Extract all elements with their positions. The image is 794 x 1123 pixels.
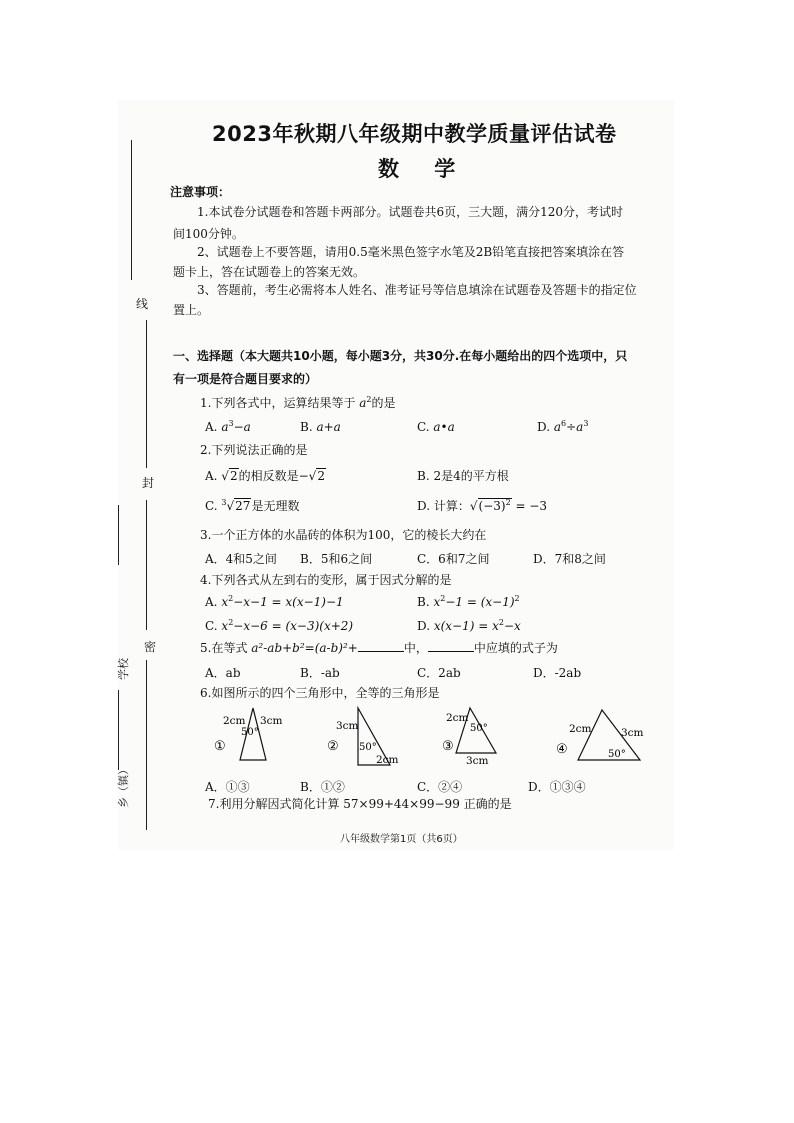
- question-4-option-a: A. $x^2-x-1 = x(x-1)-1$: [205, 594, 344, 609]
- answer-blank-2: [428, 641, 474, 652]
- notes-item-3-line-1: 3、答题前，考生必需将本人姓名、准考证号等信息填涂在试题卷及答题卡的指定位: [197, 283, 637, 297]
- question-6-option-b: B．①②: [300, 780, 345, 794]
- figure-2-number: ②: [327, 739, 339, 754]
- question-3-option-c: C．6和7之间: [417, 552, 490, 566]
- binding-label-mi: 密: [144, 640, 157, 654]
- figure-1-side-a: 2cm: [223, 715, 246, 727]
- notes-item-1-line-1: 1.本试卷分试题卷和答题卡两部分。试题卷共6页，三大题，满分120分，考试时: [197, 205, 623, 219]
- exam-subject: 数 学: [378, 157, 470, 181]
- township-field-label: 乡（镇）: [117, 764, 130, 808]
- question-5-option-c: C．2ab: [417, 666, 461, 680]
- triangle-figure-3: [442, 708, 496, 767]
- question-5-option-b: B．-ab: [300, 666, 340, 680]
- binding-label-feng: 封: [142, 476, 155, 490]
- page-footer: 八年级数学第1页（共6页）: [340, 834, 463, 845]
- school-field-line: [118, 505, 119, 565]
- triangle-figure-1: [214, 708, 283, 760]
- question-2-option-d: D. 计算：$√(-3)^2 = -3$: [417, 498, 548, 513]
- binding-line-mid: [146, 320, 147, 468]
- question-3-option-d: D．7和8之间: [533, 552, 606, 566]
- figure-4-number: ④: [556, 742, 568, 757]
- figure-1-number: ①: [214, 739, 226, 754]
- question-2-option-a: A. √2的相反数是−√2: [205, 469, 325, 483]
- township-field-line: [118, 690, 119, 770]
- notes-item-2-line-2: 题卡上，答在试题卷上的答案无效。: [173, 265, 366, 279]
- figure-2-side-b: 2cm: [376, 754, 399, 766]
- section-1-heading-line-1: 一、选择题（本大题共10小题，每小题3分，共30分.在每小题给出的四个选项中，只: [173, 349, 628, 363]
- figure-4-side-b: 3cm: [621, 727, 644, 739]
- question-4-option-b: B. $x^2-1 = (x-1)^2$: [417, 594, 520, 609]
- question-2-stem: 2.下列说法正确的是: [200, 443, 308, 457]
- figure-3-side-b: 3cm: [466, 755, 489, 767]
- question-5-option-a: A．ab: [205, 666, 241, 680]
- question-1-option-d: D. $a^6\div a^3$: [537, 419, 589, 434]
- notes-item-1-line-2: 间100分钟。: [173, 227, 244, 241]
- figure-1-side-b: 3cm: [260, 715, 283, 727]
- question-3-option-a: A．4和5之间: [205, 552, 277, 566]
- binding-line-lower: [146, 500, 147, 630]
- notes-item-3-line-2: 置上。: [173, 303, 210, 317]
- question-1-option-a: A. $a^3-a$: [205, 419, 251, 434]
- figure-1-angle: 50°: [241, 727, 259, 738]
- figure-3-angle: 50°: [470, 723, 488, 734]
- question-2-option-b: B. 2是4的平方根: [417, 469, 509, 483]
- question-6-figures: [200, 705, 660, 775]
- exam-title: 2023年秋期八年级期中教学质量评估试卷: [212, 122, 617, 146]
- question-2-option-c: C. $^3$√27是无理数: [205, 498, 300, 513]
- binding-label-xian: 线: [136, 297, 149, 311]
- question-4-option-c: C. $x^2-x-6 = (x-3)(x+2)$: [205, 618, 354, 633]
- binding-line-top: [131, 140, 132, 280]
- question-5-option-d: D．-2ab: [533, 666, 582, 680]
- notes-item-2-line-1: 2、试题卷上不要答题，请用0.5毫米黑色签字水笔及2B铅笔直接把答案填涂在答: [197, 245, 625, 259]
- notes-heading: 注意事项：: [170, 185, 231, 199]
- question-3-stem: 3.一个正方体的水晶砖的体积为100，它的棱长大约在: [200, 528, 487, 542]
- figure-3-side-a: 2cm: [446, 712, 469, 724]
- triangle-figure-2: [327, 708, 399, 766]
- triangle-figure-4: [556, 710, 644, 760]
- question-1-option-b: B. a+a: [300, 420, 341, 434]
- question-1-option-c: C. a•a: [417, 420, 455, 434]
- figure-4-side-a: 2cm: [569, 723, 592, 735]
- question-1-stem: 1.下列各式中，运算结果等于 $a^2$的是: [200, 395, 396, 410]
- binding-line-bottom: [146, 660, 147, 830]
- question-6-option-a: A．①③: [205, 780, 250, 794]
- figure-2-side-a: 3cm: [336, 720, 359, 732]
- question-4-option-d: D. $x(x-1) = x^2-x$: [417, 618, 521, 633]
- figure-4-angle: 50°: [608, 749, 626, 760]
- figure-3-number: ③: [442, 739, 454, 754]
- question-6-option-c: C．②④: [417, 780, 463, 794]
- question-3-option-b: B．5和6之间: [300, 552, 373, 566]
- question-6-option-d: D．①③④: [528, 780, 586, 794]
- question-7-stem: 7.利用分解因式简化计算 57×99+44×99−99 正确的是: [208, 797, 512, 811]
- question-6-stem: 6.如图所示的四个三角形中，全等的三角形是: [200, 686, 440, 700]
- answer-blank-1: [358, 641, 404, 652]
- school-field-label: 学校: [117, 658, 130, 680]
- question-4-stem: 4.下列各式从左到右的变形，属于因式分解的是: [200, 573, 452, 587]
- question-5-stem: 5.在等式 a²-ab+b²=(a-b)²+ 中， 中应填的式子为: [200, 641, 558, 655]
- section-1-heading-line-2: 有一项是符合题目要求的）: [173, 372, 318, 386]
- figure-2-angle: 50°: [359, 742, 377, 753]
